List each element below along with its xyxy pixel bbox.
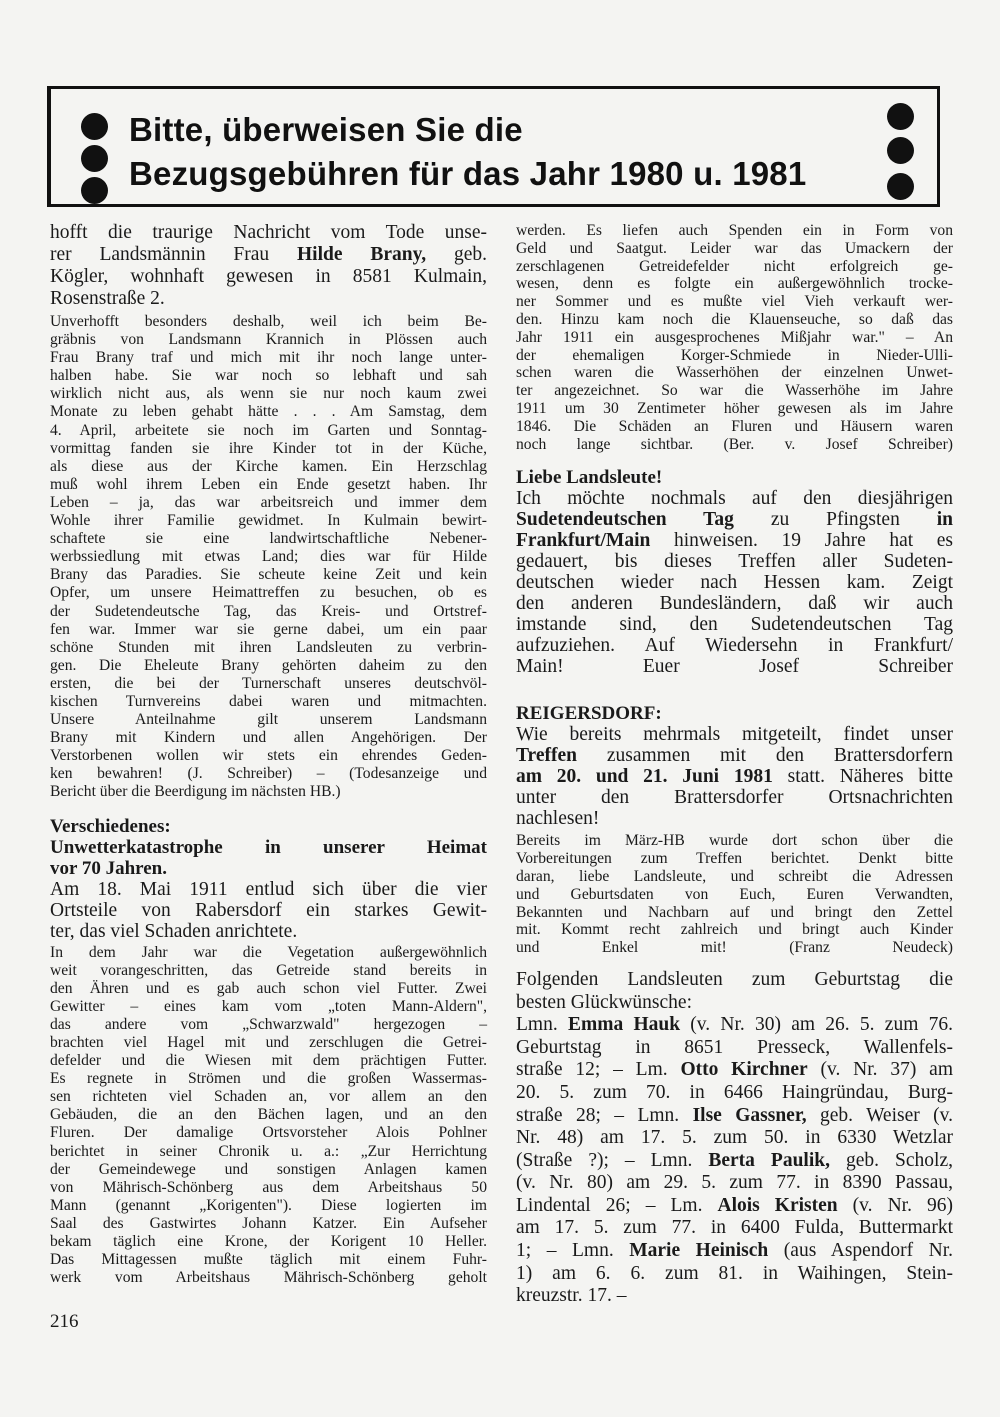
text-line: ter angezeichnet. So war die Wasserhöhe im Jahre (516, 382, 953, 400)
text-line: gedauert, bis dieses Treffen aller Sudeten- (516, 551, 953, 573)
text-line: Es regnete in Strömen und die großen Wassermas- (50, 1070, 487, 1088)
text-line (516, 745, 953, 766)
article-paragraph (50, 313, 487, 802)
text-line: aufzuziehen. Auf Wiedersehn in Frankfurt/ (516, 635, 953, 657)
text-line: Brany mit Kindern und allen Angehörigen. Der (50, 729, 487, 747)
text-line: Unverhofft besonders deshalb, weil ich beim Be- (50, 313, 487, 330)
text-line: nachlesen! (516, 808, 600, 830)
text-line: und Geburtsdaten von Euch, Euren Verwandten, (516, 885, 953, 903)
text-line: Verstorbenen wollen wir stets ein ehrendes Geden- (50, 747, 487, 765)
text-line: vormittag fanden sie ihre Kinder tot in der Küche, (50, 439, 487, 457)
text-segment: hinweisen. 19 Jahre hat es (650, 530, 953, 552)
bullet-dot-icon (81, 145, 108, 172)
bold-name-text: Ilse Gassner, (692, 1104, 807, 1126)
bullet-dot-icon (887, 173, 914, 200)
text-segment: geb. Scholz, (830, 1149, 953, 1171)
section-heading (50, 816, 487, 879)
text-line: deutschen wieder nach Hessen kam. Zeigt (516, 572, 953, 594)
text-line: Ortsteile von Rabersdorf ein starkes Gewit- (50, 899, 487, 921)
text-line: ter, das viel Schaden anrichtete. (50, 920, 298, 942)
text-line: Mann (genannt „Korigenten"). Diese logierten im (50, 1196, 487, 1214)
text-line: ner Sommer und es mußte viel Vieh verkauft wer- (516, 293, 953, 311)
text-line: Gewitter – eines kam vom „toten Mann-Aldern", (50, 997, 487, 1015)
text-segment: (v. Nr. 37) am (807, 1059, 953, 1081)
text-line: kreuzstr. 17. – (516, 1285, 627, 1307)
bold-name-text: am 20. und 21. Juni 1981 (516, 766, 773, 788)
article-paragraph (50, 879, 487, 942)
text-line: den Ähren und es gab auch schon viel Futter. Zwei (50, 979, 487, 997)
bold-name-text: Alois Kristen (717, 1194, 838, 1216)
text-line: 1846. Die Schäden an Fluren und Häusern waren (516, 417, 953, 435)
text-line: Kögler, wohnhaft gewesen in 8581 Kulmain, (50, 266, 487, 287)
text-line: und Enkel mit! (Franz Neudeck) (516, 939, 953, 957)
article-paragraph (516, 969, 953, 1308)
text-line: Bekannten und Nachbarn auf und bringt den Zettel (516, 903, 953, 921)
text-line: gräbnis von Landsmann Krannich in Plössen auch (50, 331, 487, 349)
text-line: sen richteten viel Schaden an, vor allem an den (50, 1088, 487, 1106)
text-segment: (Straße ?); – Lmn. (516, 1149, 709, 1171)
text-line: mit. Kommt recht zahlreich und bringt auch Kinder (516, 921, 953, 939)
text-line: Vorbereitungen zum Treffen berichtet. Denkt bitte (516, 850, 953, 868)
text-segment: statt. Näheres bitte (772, 766, 953, 788)
text-line: von Mährisch-Schönberg aus dem Arbeitshaus 50 (50, 1178, 487, 1196)
text-line (516, 1014, 953, 1037)
text-line (516, 1105, 953, 1128)
text-line: der Gemeindewege und sonstigen Anlagen kamen (50, 1160, 487, 1178)
text-line: Fluren. Der damalige Ortsvorsteher Alois Pohlner (50, 1124, 487, 1142)
text-line: der Sudetendeutsche Tag, das Kreis- und Ortstref- (50, 602, 487, 620)
text-segment: 1; – Lmn. (516, 1240, 630, 1262)
text-line (516, 766, 953, 787)
text-line (50, 244, 487, 266)
text-segment: (v. Nr. 96) (837, 1194, 953, 1216)
text-segment: Lindental 26; – Lm. (516, 1194, 718, 1216)
bullet-dot-icon (887, 137, 914, 164)
bold-name-text: Frankfurt/Main (516, 530, 651, 552)
text-line: 1911 um 30 Zentimeter höher gewesen als im Jahre (516, 399, 953, 417)
text-line: Saal des Gastwirtes Johann Katzer. Ein Aufseher (50, 1214, 487, 1232)
bold-name-text: Treffen (516, 745, 578, 767)
text-line (516, 1059, 953, 1082)
section-heading (516, 703, 953, 724)
article-paragraph (50, 944, 487, 1288)
text-line: am 17. 5. zum 77. in 6400 Fulda, Buttermarkt (516, 1217, 953, 1239)
text-line: der ehemaligen Korger-Schmiede in Nieder-Ulli- (516, 346, 953, 364)
text-line: Verschiedenes: (50, 815, 171, 837)
text-line: In dem Jahr war die Vegetation außergewöhnlich (50, 943, 487, 961)
text-line: daran, liebe Landsleute, und schreibt die Adressen (516, 867, 953, 885)
text-line (516, 1150, 953, 1173)
text-segment: rer Landsmännin Frau (50, 244, 297, 265)
text-line: Gebäuden, die an den Bächen lagen, und an den (50, 1106, 487, 1124)
text-line: schen waren die Wasserhöhen der einzelnen Unwet- (516, 364, 953, 382)
text-line (516, 1240, 953, 1263)
text-line: ersten, die bei der Turnerschaft unseres deutschvöl- (50, 674, 487, 692)
text-line: fen war. Immer war sie gerne dabei, um ein paar (50, 620, 487, 638)
text-segment: Lmn. (516, 1014, 568, 1036)
text-line: besten Glückwünsche: (516, 991, 692, 1013)
text-line: werbssiedlung mit etwas Land; dies war für Hilde (50, 548, 487, 566)
text-line: ken bewahren! (J. Schreiber) – (Todesanzeige und (50, 765, 487, 783)
text-line: Unwetterkatastrophe in unserer Heimat (50, 836, 487, 858)
text-line: Folgenden Landsleuten zum Geburtstag die (516, 968, 953, 990)
text-segment: straße 28; – Lmn. (516, 1104, 693, 1126)
bold-name-text: Hilde Brany, (297, 244, 427, 265)
text-line: unter den Brattersdorfer Ortsnachrichten (516, 787, 953, 809)
banner-title-line-1: Bitte, überweisen Sie die (129, 111, 523, 148)
text-line: zerschlagenen Getreidefelder nicht erfolgreich ge- (516, 257, 953, 275)
text-line (516, 530, 953, 551)
text-line: das andere vom „Schwarzwald" hergezogen – (50, 1015, 487, 1033)
text-line: kischen Turnvereins dabei waren und mitmachten. (50, 692, 487, 710)
bullet-dot-icon (81, 177, 108, 204)
text-line: Wohle ihrer Familie gewidmet. In Kulmain bewirt- (50, 512, 487, 530)
text-line: gen. Die Eheleute Brany gehörten daheim zu den (50, 656, 487, 674)
text-line: 4. April, arbeitete sie noch im Garten und Sonntag- (50, 421, 487, 439)
payment-reminder-banner (47, 86, 940, 207)
text-line: Ich möchte nochmals auf den diesjährigen (516, 488, 953, 510)
bold-name-text: Berta Paulik, (708, 1149, 830, 1171)
bold-name-text: in (936, 509, 953, 531)
text-segment: geb. Weiser (v. (806, 1104, 953, 1126)
text-line: Wie bereits mehrmals mitgeteilt, findet unser (516, 724, 953, 746)
text-line: schöne Stunden mit ihren Landsleuten zu verbrin- (50, 638, 487, 656)
right-column (516, 222, 953, 1308)
text-line: wirklich nicht aus, als wenn sie nur noch kaum zwei (50, 385, 487, 403)
text-line: 1) am 6. 6. zum 81. in Waihingen, Stein- (516, 1262, 953, 1284)
text-line: Main! Euer Josef Schreiber (516, 656, 953, 678)
text-line: werk vom Arbeitshaus Mährisch-Schönberg geholt (50, 1269, 487, 1287)
article-paragraph (516, 222, 953, 453)
left-column (50, 222, 487, 1287)
text-line: Bericht über die Beerdigung im nächsten HB.) (50, 783, 341, 801)
banner-title-line-2: Bezugsgebühren für das Jahr 1980 u. 1981 (129, 155, 807, 192)
article-paragraph (50, 222, 487, 310)
text-line: bekam täglich eine Krone, der Korigent 10 Heller. (50, 1233, 487, 1251)
text-segment: straße 12; – Lm. (516, 1059, 681, 1081)
text-line: Liebe Landsleute! (516, 467, 663, 489)
text-line: brachten viel Hagel mit und zerschlugen die Getrei- (50, 1034, 487, 1051)
text-line (516, 1195, 953, 1218)
text-segment: geb. (426, 244, 487, 265)
text-line: Unsere Anteilnahme gilt unserem Landsmann (50, 711, 487, 729)
text-line: weit vorangeschritten, das Getreide stand bereits in (50, 961, 487, 979)
text-line: Geld und Saatgut. Leider war das Umackern der (516, 239, 953, 257)
text-line (516, 509, 953, 530)
text-line: imstande sind, den Sudetendeutschen Tag (516, 614, 953, 636)
text-line: defelder und die Wiesen mit dem prächtigen Futter. (50, 1052, 487, 1070)
text-line: Jahr 1911 ein ausgesprochenes Mißjahr war." – An (516, 328, 953, 346)
bold-name-text: Marie Heinisch (629, 1240, 769, 1262)
text-line: Opfer, um unsere Heimattreffen zu besuchen, ob es (50, 584, 487, 602)
text-line: Frau Brany traf und mich mit ihr noch lange unter- (50, 349, 487, 367)
text-line: Nr. 48) am 17. 5. zum 50. in 6330 Wetzlar (516, 1127, 953, 1149)
bold-name-text: Otto Kirchner (680, 1059, 808, 1081)
text-line: Rosenstraße 2. (50, 288, 165, 309)
text-line: hofft die traurige Nachricht vom Tode unse- (50, 222, 487, 243)
article-paragraph (516, 488, 953, 677)
text-line: wesen, denn es folgte ein außergewöhnlich trocke- (516, 275, 953, 293)
text-line: Leben – ja, das war arbeitsreich und immer dem (50, 493, 487, 511)
article-paragraph (516, 724, 953, 829)
text-segment: zu Pfingsten (733, 509, 937, 531)
text-line: den. Hinzu kam noch die Klauenseuche, so daß das (516, 310, 953, 328)
page-number: 216 (50, 1311, 79, 1332)
text-line: (v. Nr. 80) am 29. 5. zum 77. in 8390 Passau, (516, 1172, 953, 1194)
article-paragraph (516, 832, 953, 957)
bold-name-text: Sudetendeutschen Tag (516, 509, 734, 531)
text-segment: zusammen mit den Brattersdorfern (577, 745, 953, 767)
text-line: berichtet in seiner Chronik u. a.: „Zur Herrichtung (50, 1142, 487, 1160)
text-line: Monate zu leben gehabt hätte . . . Am Samstag, dem (50, 403, 487, 421)
text-line: vor 70 Jahren. (50, 857, 167, 879)
text-segment: (aus Aspendorf Nr. (768, 1240, 953, 1262)
bullet-dot-icon (887, 103, 914, 130)
text-line: Bereits im März-HB wurde dort schon über die (516, 832, 953, 850)
text-line: halben habe. Sie war noch so lebhaft und sah (50, 367, 487, 385)
text-line: Geburtstag in 8651 Presseck, Wallenfels- (516, 1036, 953, 1058)
text-line: werden. Es liefen auch Spenden ein in Form von (516, 222, 953, 239)
text-line: den anderen Bundesländern, daß wir auch (516, 593, 953, 615)
text-line: noch lange sichtbar. (Ber. v. Josef Schreiber) (516, 435, 953, 453)
text-line: Brany das Paradies. Sie scheute keine Zeit und kein (50, 566, 487, 584)
text-line: REIGERSDORF: (516, 703, 662, 725)
text-line: muß wohl ihrem Leben ein Ende gesetzt haben. Ihr (50, 475, 487, 493)
bold-name-text: Emma Hauk (567, 1014, 681, 1036)
section-heading (516, 467, 953, 488)
text-line: Das Mittagessen mußte täglich mit einem Fuhr- (50, 1251, 487, 1269)
text-line: schaftete sie eine landwirtschaftliche Nebener- (50, 530, 487, 548)
bullet-dot-icon (81, 113, 108, 140)
text-line: als diese aus der Kirche kamen. Ein Herzschlag (50, 457, 487, 475)
text-line: Am 18. Mai 1911 entlud sich über die vier (50, 878, 487, 900)
text-line: 20. 5. zum 70. in 6466 Haingründau, Burg- (516, 1081, 953, 1103)
text-segment: (v. Nr. 30) am 26. 5. zum 76. (680, 1014, 953, 1036)
